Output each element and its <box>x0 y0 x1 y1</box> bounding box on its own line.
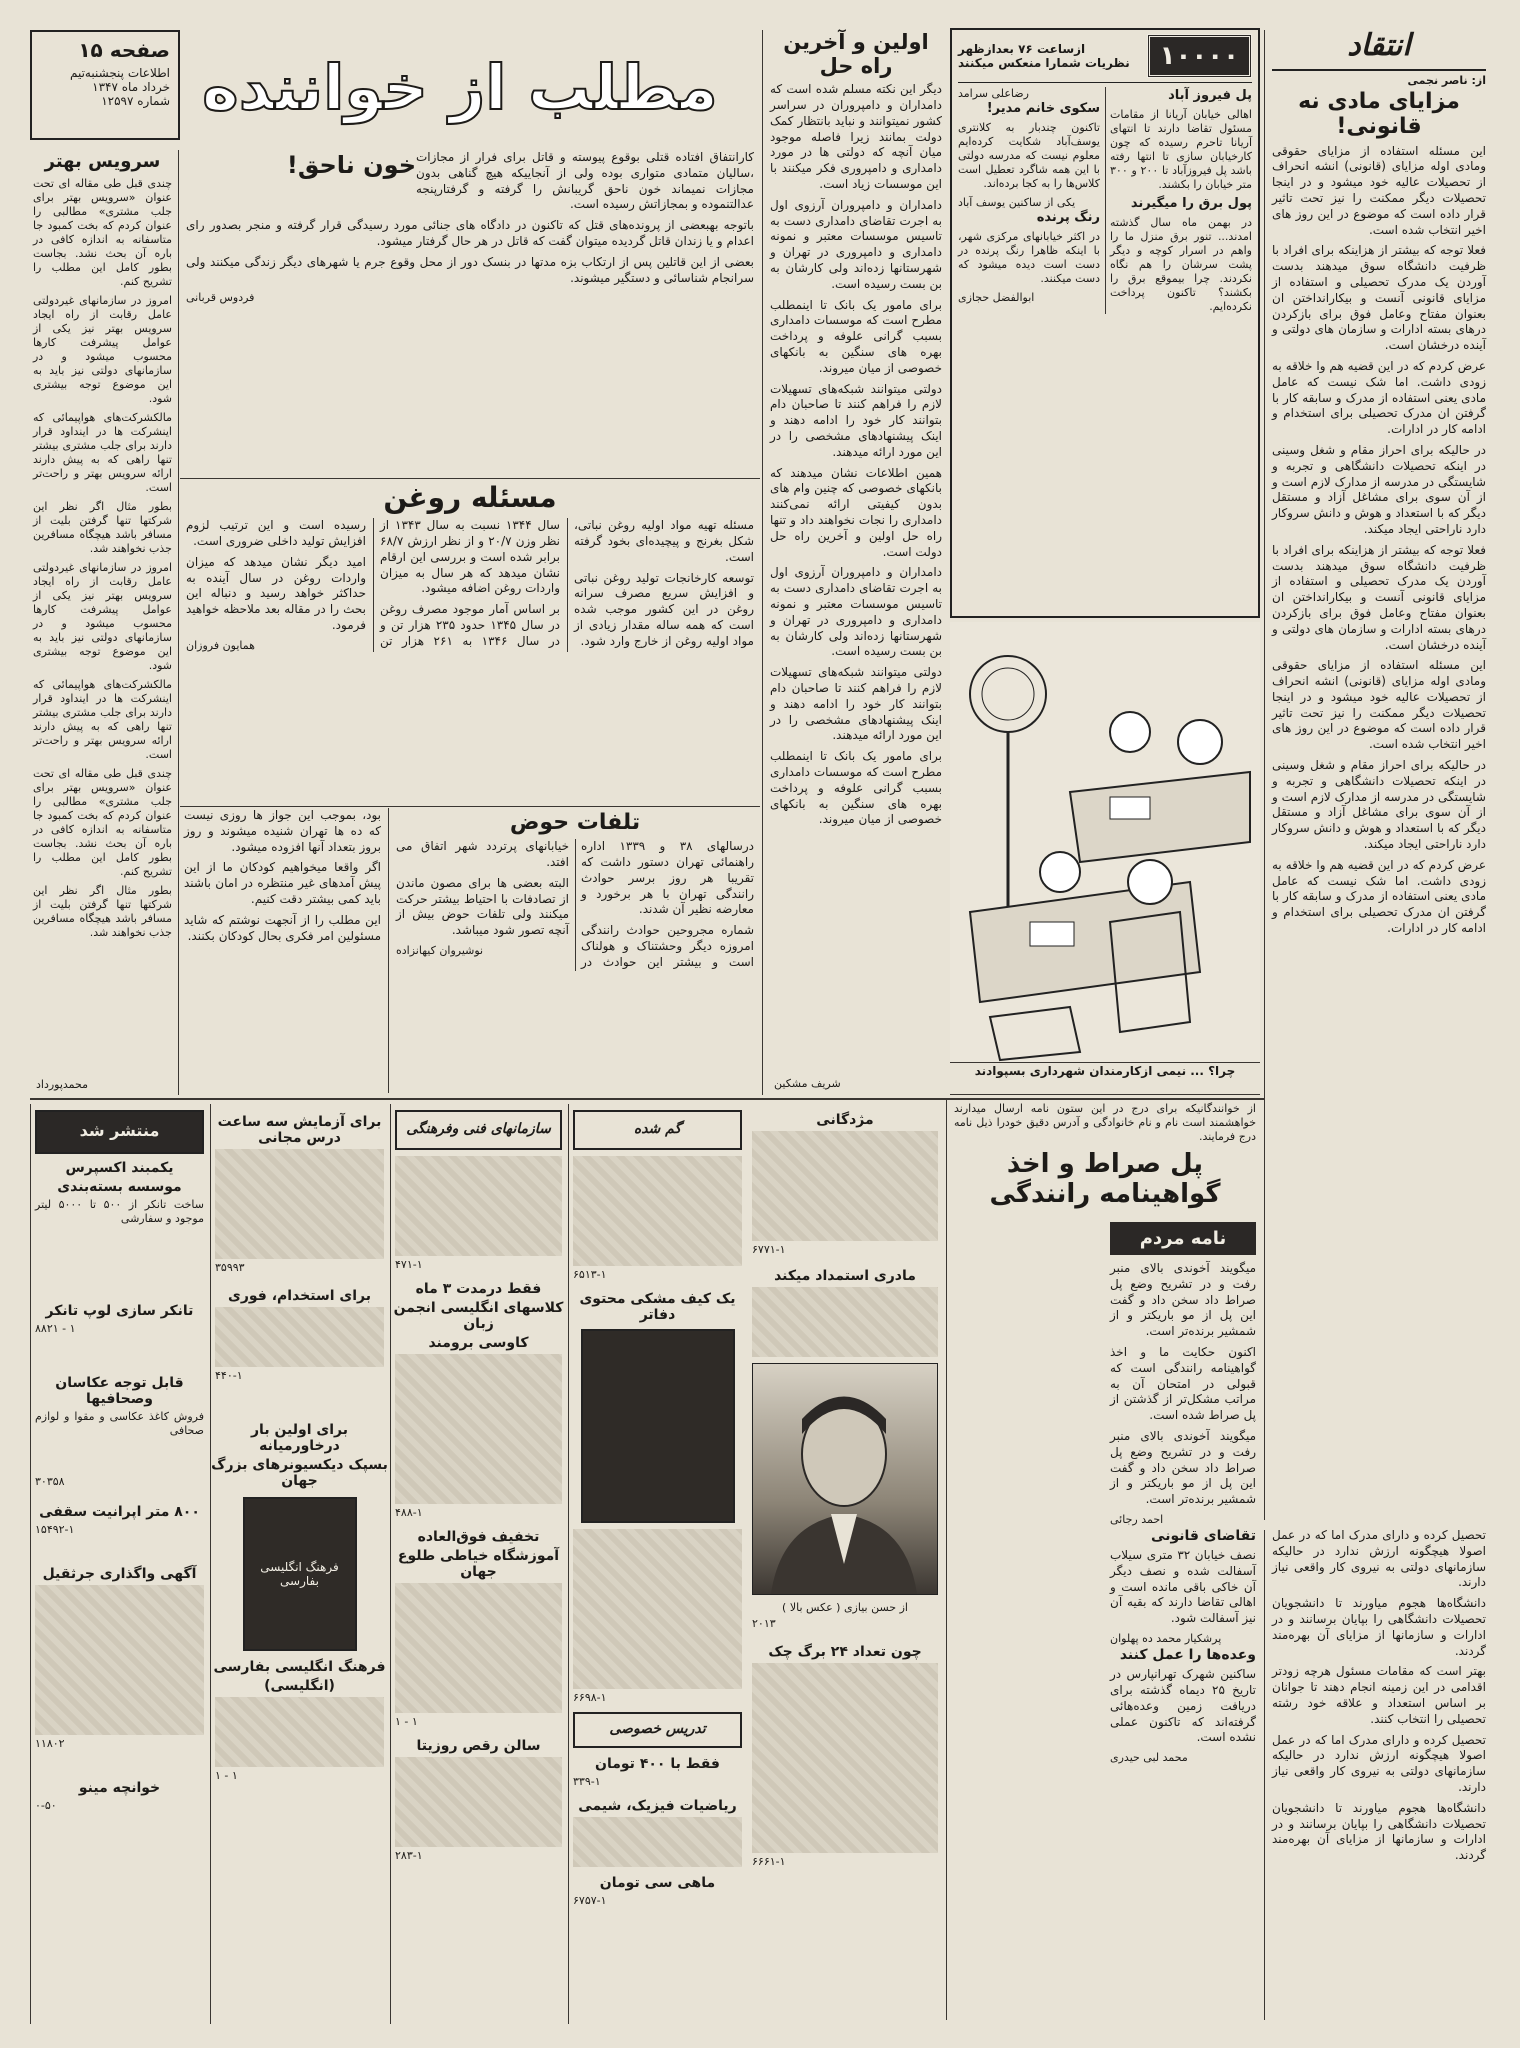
photo-caption: از حسن بیازی ( عکس بالا ) <box>782 1601 908 1614</box>
ad-title: چون تعداد ۲۴ برگ چک <box>768 1644 922 1660</box>
story-pol-heading: پل صراط و اخذ گواهینامه رانندگی <box>989 1149 1221 1209</box>
ad-text-placeholder <box>573 1817 742 1867</box>
ad-subtitle: موسسه بسته‌بندی <box>57 1179 182 1195</box>
ad-code: ۲۰۱۳ <box>752 1617 776 1630</box>
story-telefon-p3: البته بعضی ها برای مصون ماندن از تصادفات با احتیاط بیشتر حرکت میکنند ولی تلفات حوض بیش از آنچه تصور شود میباشد. <box>396 875 569 938</box>
notice-text: از خوانندگانیکه برای درج در این ستون نامه ارسال میدارند خواهشمند است نام و نام خانوادگی و آدرس دقیق خودرا ذیل نامه درج فرمایند. <box>954 1102 1256 1143</box>
ad-title: برای آزمایش سه ساعت درس مجانی <box>217 1114 382 1146</box>
story-roghan-p5: امید دیگر نشان میدهد که میزان واردات روغن در سال آینده به حداکثر خواهد رسید و دنباله این بحث را در مقاله بعد ملاحظه خواهید فرمود. <box>186 554 366 632</box>
page-label: صفحه ۱۵ <box>78 38 170 62</box>
classifieds <box>30 1104 942 2024</box>
ad-subtitle: (انگلیسی) <box>264 1678 335 1694</box>
story-pol-p3: نصف خیابان ۳۲ متری سیلاب آسفالت شده و نصف دیگر آن خاکی باقی مانده است و اهالی تقاضا دارند که بقیه آن نیز آسفالت شود. <box>1110 1548 1256 1626</box>
story-servis-p4: بطور مثال اگر نظر این شرکتها تنها گرفتن بلیت از مسافر باشد هیچگاه مسافرین جذب نخواهند شد. <box>33 499 172 555</box>
story-avalin-p4b: دولتی میتوانند شبکه‌های تسهیلات لازم را فراهم کنند تا صاحبان دام بتوانند کار خود را ادامه دهند و اینک پیشنهادهای مشخصی را در این مورد ارائه میدهند. <box>770 665 942 743</box>
column-rule <box>1264 1530 1265 2020</box>
portrait-photo <box>752 1363 938 1595</box>
entegad-p4b: عرض کردم که در این قضیه هم وا خلاقه به زودی داشت. اما شک نیست که عامل مادی یعنی استفاده از مدرک و سابقه کار با گرفتن ان مدرک تحصیلی برای استخدام و ادامه کار در ادارات. <box>1272 857 1486 936</box>
story-avalin-p4: دولتی میتوانند شبکه‌های تسهیلات لازم را فراهم کنند تا صاحبان دام بتوانند کار خود را ادامه دهند و اینک پیشنهادهای مشخصی را در این مورد ارائه میدهند. <box>770 381 942 459</box>
ads-col-5 <box>748 1104 942 2024</box>
ad-title: تخفیف فوق‌العاده <box>417 1529 540 1545</box>
story-bud-p3: این مطلب را از آنجهت نوشتم که شاید مسئولین امر فکری بحال کودکان بکنند. <box>184 912 381 943</box>
section-title-text: مطلب از خواننده <box>202 51 718 124</box>
story-servis <box>30 150 175 1095</box>
story-servis-p2c: بطور مثال اگر نظر این شرکتها تنها گرفتن بلیت از مسافر باشد هیچگاه مسافرین جذب نخواهند شد. <box>33 883 172 939</box>
entegad-p4: در حالیکه برای احراز مقام و شغل وسینی در اینکه تحصیلات دانشگاهی و تجربه و شایستگی در مدرسه از مدارک لازم است و از آن سوی برای مشاغل آزاد و مستقل دیگر که با استعداد و هوش و دانش سروکار دارد ناراحتی ایجاد میکند. <box>1272 442 1486 536</box>
ad-code: ۴۷۱-۱ <box>395 1258 423 1271</box>
ad-code: ۴۸۸-۱ <box>395 1506 423 1519</box>
story-bud-p2: اگر واقعا میخواهیم کودکان ما از این پیش آمدهای غیر منتظره در امان باشند باید کمی بیشتر دقت کنیم. <box>184 860 381 906</box>
story-avalin-p5: همین اطلاعات نشان میدهند که بانکهای خصوصی که چنین وام های بدون کیفیتی ارائه نمی‌کنند دامداری را نجات نخواهند داد و تنها راه حل اولین و آخرین راه حل دولت است. <box>770 465 942 559</box>
news-box-logo: ۱۰۰۰۰ <box>1147 34 1252 78</box>
ad-subtitle: بسپک دیکسیونرهای بزرگ جهان <box>211 1457 388 1489</box>
ad-title: یک کیف مشکی محتوی دفاتر <box>579 1291 736 1323</box>
ad-code: ۲۸۳-۱ <box>395 1849 423 1862</box>
section-rule <box>180 806 760 807</box>
ad-text-placeholder <box>395 1583 562 1713</box>
news-item-title-3: سکوی خانم مدیر! <box>986 101 1100 116</box>
cartoon-illustration <box>950 622 1260 1062</box>
story-telefon-p2: شماره مجروحین حوادث رانندگی امروزه دیگر وحشتناک و هولناک است و بیشتر این حوادث در خیابانهای پرتردد شهر اتفاق می افتد. <box>396 839 754 969</box>
ad-title: ماهی سی تومان <box>599 1875 716 1891</box>
ads-col-3 <box>390 1104 566 2024</box>
ad-text-placeholder <box>395 1156 562 1256</box>
news-item-signature-1: رضاعلی سرامد <box>958 87 1029 100</box>
portrait-silhouette <box>751 1364 937 1594</box>
ad-text: ساخت تانکر از ۵۰۰ تا ۵۰۰۰ لیتر موجود و سفارشی <box>35 1198 204 1225</box>
story-bud <box>180 808 385 1098</box>
story-roghan-signature: همایون فروزان <box>186 638 255 652</box>
ad-code: ۱ - ۱ <box>215 1769 238 1782</box>
news-item-text-3: تاکنون چندبار به کلانتری یوسف‌آباد شکایت کرده‌ایم معلوم نیست که مدرسه دولتی با این همه شاگرد تعطیل است کلاس‌ها را به کجا برده‌اند. <box>958 120 1100 190</box>
story-servis-p3b: مالکشرکت‌های هواپیمائی که اینشرکت ها در اینداود قرار دارند برای جلب مشتری بیشتر تنها راهی که به پیش دارند ارائه سرویس بهتر و راحت‌تر است. <box>33 677 172 761</box>
cartoon-caption: چرا؟ ... نیمی ازکارمندان شهرداری بسپوادند <box>974 1064 1236 1078</box>
story-edari-p1: تحصیل کرده و دارای مدرک اما که در عمل اصولا هیچگونه ارزش ندارد در حالیکه سازمانهای دولتی به نیروی کار واقعی نیاز دارند. <box>1272 1528 1486 1590</box>
ad-text-placeholder <box>395 1757 562 1847</box>
ad-title: یکمبند اکسپرس <box>65 1160 174 1176</box>
ad-text-placeholder <box>752 1663 938 1853</box>
ad-code: ۶۷۵۷-۱ <box>573 1894 607 1907</box>
ad-title: قابل توجه عکاسان وصحافیها <box>55 1375 184 1407</box>
story-entegad <box>1268 28 1490 1528</box>
ad-code: ۶۵۱۳-۱ <box>573 1268 607 1281</box>
story-pol-signature-3: محمد لبی حیدری <box>1110 1751 1188 1765</box>
ad-text-placeholder <box>752 1287 938 1357</box>
story-telefon-p1: درسالهای ۳۸ و ۱۳۳۹ اداره راهنمائی تهران دستور داشت که تقریبا هر روز برسر حوادث رانندگی تهران با هر برخورد و معارضه نظیر آن شدند. <box>581 839 754 917</box>
ad-title: فقط درمدت ۳ ماه <box>415 1281 542 1297</box>
story-servis-p1: چندی قبل طی مقاله ای تحت عنوان «سرویس بهتر برای جلب مشتری» مطالبی را عنوان کردم که بخت کمبود جا متاسفانه به اندازه کافی در باره آن بحث نشد. بجاست بطور کامل این مطلب را تشریح کنم. <box>33 176 172 288</box>
ad-code: ۴۴۰-۱ <box>215 1369 243 1382</box>
story-pol-signature-2: پرشکیار محمد ده پهلوان <box>1110 1632 1222 1646</box>
story-roghan-title: مسئله روغن <box>383 481 557 514</box>
story-edari-p2: دانشگاه‌ها هجوم میاورند تا دانشجویان تحصیلات دانشگاهی را بپایان برسانند و در ادارات و سازمانها از مزایای آن بهره‌مند گردند. <box>1272 1596 1486 1658</box>
book-cover-label: فرهنگ انگلیسی بفارسی <box>260 1560 339 1588</box>
story-edari-p1b: تحصیل کرده و دارای مدرک اما که در عمل اصولا هیچگونه ارزش ندارد در حالیکه سازمانهای دولتی به نیروی کار واقعی نیاز دارند. <box>1272 1732 1486 1794</box>
cartoon-book <box>581 1329 735 1523</box>
ad-box <box>35 1110 204 1154</box>
page-info-box <box>30 30 180 140</box>
ad-title: گم شده <box>633 1121 682 1137</box>
story-avalin-p2: دامداران و دامپروران آرزوی اول به اجرت تقاضای دامداری دست به تاسیس موسسات معتبر و نمونه دامداری و دامپروری در تهران و شهرستانها زده‌اند ولی کارشان به بن بست رسیده است. <box>770 197 942 291</box>
ad-code: ۰-۵۰ <box>35 1799 57 1812</box>
ad-title: خوانچه مینو <box>78 1780 161 1796</box>
column-rule <box>762 30 763 1095</box>
ad-title: سالن رقص روزیتا <box>416 1738 541 1754</box>
ad-title: آگهی واگذاری جرثقیل <box>42 1566 197 1582</box>
story-khun-p1: کارانتفاق افتاده قتلی بوقوع پیوسته و قاتل برای فرار از مجازات ،سالیان متمادی متواری بوده ولی از آنجاییکه هیچ گناهی بدون مجازات نمیماند خون ناحق گریبانش را گرفته و گرفتارپنجه عدالتنموده و بمجازاتش رسیده است. <box>416 150 754 212</box>
ad-title: مژدگانی <box>816 1112 874 1128</box>
story-pol-p2: اکنون حکایت ما و اخذ گواهینامه رانندگی است که قبولی در امتحان آن به مراتب مشکل‌تر از گذشتن از پل صراط شده است. <box>1110 1344 1256 1423</box>
date-line: خرداد ماه ۱۳۴۷ <box>92 80 170 94</box>
section-rule <box>950 1062 1260 1063</box>
news-item-title-4: رنگ پرنده <box>1036 209 1100 225</box>
news-box-line1: ازساعت ۷۶ بعدازظهر <box>958 42 1086 56</box>
story-khun-p2: باتوجه بهبعضی از پرونده‌های قتل که تاکنون در دادگاه های جنائی مورد رسیدگی قرار گرفته و منجر بصدور رای اعدام و یا زندان قاتل گردیده میتوان گفت که قاتل در هر حال گرفتار میشود. <box>186 218 754 248</box>
story-khun-title: خون ناحق! <box>286 151 416 179</box>
story-khun <box>180 150 760 480</box>
ad-title: تدریس خصوصی <box>609 1721 706 1737</box>
ad-code: ۱۵۴۹۲-۱ <box>35 1523 75 1536</box>
news-item-title-2: پول برق را میگیرند <box>1130 195 1252 211</box>
story-roghan-p1: مسئله تهیه مواد اولیه روغن نباتی، شکل بغرنج و پیچیده‌ای بخود گرفته است. <box>574 518 754 564</box>
news-item-signature-3: ابوالفضل حجازی <box>958 290 1035 304</box>
entegad-p3: عرض کردم که در این قضیه هم وا خلاقه به زودی داشت. اما شک نیست که عامل مادی یعنی استفاده از مدرک و سابقه کار با گرفتن ان مدرک تحصیلی برای استخدام و ادامه کار در ادارات. <box>1272 358 1486 437</box>
news-box-header <box>958 34 1252 83</box>
ad-code: ۶۶۹۸-۱ <box>573 1691 607 1704</box>
ad-code: ۶۶۶۱-۱ <box>752 1855 786 1868</box>
story-pol-title <box>950 1148 1260 1218</box>
news-item-title-1: پل فیروز آباد <box>1168 88 1252 103</box>
ad-title: ریاضیات فیزیک، شیمی <box>578 1798 737 1814</box>
column-rule <box>178 150 179 1095</box>
story-telefon <box>390 808 760 1098</box>
issue-line: شماره ۱۲۵۹۷ <box>101 94 170 108</box>
ad-box <box>573 1110 742 1150</box>
story-telefon-signature: نوشیروان کیهانزاده <box>396 944 484 958</box>
story-avalin-p1: دیگر این نکته مسلم شده است که دامداران و دامپروران در سراسر کشور نمیتوانند و نباید بانتظار کمک دولت بمانند زیرا فاصله موجود میان آنچه که دولتی ها در مورد دامداری و دامپروری فکر میکنند با این موسسات زیاد است. <box>770 82 942 192</box>
entegad-p3b: در حالیکه برای احراز مقام و شغل وسینی در اینکه تحصیلات دانشگاهی و تجربه و شایستگی در مدرسه از مدارک لازم است و از آن سوی برای مشاغل آزاد و مستقل دیگر که با استعداد و هوش و دانش سروکار دارد ناراحتی ایجاد میکند. <box>1272 758 1486 852</box>
story-servis-p3: مالکشرکت‌های هواپیمائی که اینشرکت ها در اینداود قرار دارند برای جلب مشتری بیشتر تنها راهی که به پیش دارند ارائه سرویس بهتر و راحت‌تر است. <box>33 410 172 494</box>
cartoon-caption-wrap <box>950 1064 1260 1090</box>
ad-text-placeholder <box>35 1585 204 1735</box>
story-roghan-p2: توسعه کارخانجات تولید روغن نباتی و افزایش سریع مصرف سرانه روغن در این کشور موجب شده است که همه ساله مقدار زیادی از مواد اولیه روغن از خارج وارد شود. <box>574 570 754 648</box>
ad-box <box>573 1712 742 1748</box>
story-roghan-p3: سال ۱۳۴۴ نسبت به سال ۱۳۴۳ از نظر وزن ۲۰/۷ و از نظر ارزش ۶۸/۷ برابر شده است و بررسی این ارقام نشان میدهد که هر سال به میزان واردات روغن اضافه میشود. <box>380 518 561 596</box>
ad-subtitle: آموزشگاه خیاطی طلوع جهان <box>397 1548 560 1580</box>
column-rule <box>946 1100 947 2020</box>
entegad-title: مزایای مادی نه قانونی! <box>1298 89 1460 140</box>
cartoon <box>950 622 1260 1062</box>
entegad-author: از: ناصر نجمی <box>1407 74 1486 87</box>
book-cover <box>243 1497 357 1651</box>
ad-code: ۱۱۸۰۲ <box>35 1737 65 1750</box>
ad-title: مادری استمداد میکند <box>774 1268 916 1284</box>
ad-title: منتشر شد <box>79 1121 160 1140</box>
section-title <box>190 28 730 148</box>
entegad-p2b: این مسئله استفاده از مزایای حقوقی ومادی اوله مزایای (قانونی) انشه انحراف از تحصیلات عالیه خود میشود و در اینجا تحصیلات دیگر ممکنت را نیز تحت تاثیر قرار داده است که موضوع در این روز های اخیر انتخاب شده است. <box>1272 658 1486 752</box>
story-edari-p3: بهتر است که مقامات مسئول هرچه زودتر اقدامی در این زمینه انجام دهند تا جوانان بر اساس استعداد و علاقه خود رشته تحصیلی را انتخاب کنند. <box>1272 1664 1486 1726</box>
news-item-text-1: اهالی خیابان آریانا از مقامات مسئول تقاضا دارند تا انتهای آریانا تاحرم رسیده که چون کارخیابان سازی تا انتها رفته باشد پل فیروزآباد تا ۲۰۰ و ۳۰۰ متر خیابان را بکشند. <box>1110 107 1252 191</box>
ad-title: برای اولین بار درخاورمیانه <box>251 1422 348 1454</box>
story-roghan <box>180 480 760 805</box>
story-pol-badge: نامه مردم <box>1110 1222 1256 1255</box>
story-avalin-p3: برای مامور یک بانک تا اینمطلب مطرح است که موسسات دامداری بسبب گرانی علوفه و پرداخت بهره های سنگین به بانکهای خصوصی از میان میروند. <box>770 297 942 375</box>
ad-code: ۳۳۹-۱ <box>573 1775 601 1788</box>
story-pol-p1b: میگویند آخوندی بالای منبر رفت و در تشریح وضع پل صراط داد سخن داد و گفت این پل از مو باریکتر و از شمشیر برنده‌تر است. <box>1110 1428 1256 1507</box>
story-servis-p1b: امروز در سازمانهای غیردولتی عامل رقابت از راه ایجاد سرویس بهتر نیز یکی از عوامل پیشرفت کارها محسوب میشود و در سازمانهای دولتی نیز باید به این موضوع توجه بیشتری شود. <box>33 560 172 672</box>
ads-col-2 <box>210 1104 388 2024</box>
ad-subtitle: کلاسهای انگلیسی انجمن زبان <box>393 1300 564 1332</box>
ad-text: فروش کاغذ عکاسی و مقوا و لوازم صحافی <box>35 1410 204 1437</box>
story-edari <box>1268 1528 1490 2022</box>
section-rule <box>180 478 760 479</box>
ad-box <box>395 1110 562 1150</box>
story-servis-signature: محمدپورداد <box>36 1078 89 1091</box>
story-servis-title: سرویس بهتر <box>44 151 161 172</box>
story-bud-p1: بود، بموجب این جواز ها روزی نیست که ده ها تهران شنیده میشوند و روز بروز بتعداد آنها افزوده میشود. <box>184 808 381 854</box>
news-box <box>950 28 1260 618</box>
story-avalin-title: اولین و آخرین راه حل <box>783 30 929 79</box>
news-item-signature-2: یکی از ساکنین یوسف آباد <box>958 195 1076 209</box>
story-khun-p3: بعضی از این قاتلین پس از ارتکاب بزه مدتها در بنسک دور از محل وقوع جرم یا شهرهای دیگر زندگی میکنند ولی سرانجام شناسائی و دستگیر میشوند. <box>186 254 754 285</box>
ad-text-placeholder <box>573 1529 742 1689</box>
story-pol-h2: تقاضای قانونی <box>1151 1527 1256 1544</box>
ad-title: برای استخدام، فوری <box>227 1288 371 1304</box>
ad-code: ۶۷۷۱-۱ <box>752 1243 786 1256</box>
ad-title: فرهنگ انگلیسی بفارسی <box>213 1659 386 1675</box>
ads-col-1 <box>30 1104 208 2024</box>
ad-text-placeholder <box>752 1131 938 1241</box>
news-item-text-4: در اکثر خیابانهای مرکزی شهر، با اینکه ظاهرا رنگ پرنده در دست است دیده میشود که دست میکنند. <box>958 229 1100 285</box>
news-item-text-2: در بهمن ماه سال گذشته امدند... تنور برق منزل ما را واهم در اسرار کوچه و دیگر پشت سرشان را هم نگاه نکردند. چرا بیموقع برق را بکشند؟ تاکنون پرداخت نکرده‌ایم. <box>1110 215 1252 313</box>
notice <box>950 1100 1260 1146</box>
ad-title: تانکر سازی لوپ تانکر <box>45 1303 194 1319</box>
story-servis-p2: امروز در سازمانهای غیردولتی عامل رقابت از راه ایجاد سرویس بهتر نیز یکی از عوامل پیشرفت کارها محسوب میشود و در سازمانهای دولتی نیز باید به این موضوع توجه بیشتری شود. <box>33 293 172 405</box>
story-avalin <box>766 28 946 1096</box>
story-pol-signature: احمد رجائی <box>1110 1512 1164 1526</box>
news-box-line2: نظریات شمارا منعکس میکنند <box>958 56 1130 70</box>
column-rule <box>1264 30 1265 1520</box>
ads-col-4 <box>568 1104 746 2024</box>
column-rule <box>388 808 389 1093</box>
ad-text-placeholder <box>215 1307 384 1367</box>
entegad-p2: فعلا توجه که بیشتر از هزاینکه برای افراد با ظرفیت دانشگاه سوق میدهند بدست آوردن یک مدرک تحصیلی و استفاده از مزایای قانونی آنست و بیکارانداختن ان بعنوان مفتاح وعامل فوق برای بازکردن درهای بسته ادارات و سازمان های دولتی و آینده درخشان است. <box>1272 243 1486 353</box>
story-roghan-p4: بر اساس آمار موجود مصرف روغن در سال ۱۳۴۵ حدود ۲۳۵ هزار تن و در سال ۱۳۴۶ به ۲۶۱ هزار تن رسیده است و این ترتیب لزوم افزایش تولید داخلی ضروری است. <box>186 518 561 648</box>
ad-text-placeholder <box>215 1149 384 1259</box>
story-pol-p4: ساکنین شهرک تهرانپارس در تاریخ ۲۵ دیماه گذشته برای دریافت زمین وعده‌هائی گرفته‌اند که تاکنون عملی نشده است. <box>1110 1667 1256 1745</box>
ad-code: ۱ - ۱ <box>395 1715 418 1728</box>
story-avalin-signature: شریف مشکین <box>774 1077 841 1090</box>
story-pol <box>950 1222 1260 2022</box>
paper-line: اطلاعات پنجشنبه‌تیم <box>69 66 170 80</box>
story-khun-signature: فردوس قربانی <box>186 291 255 305</box>
entegad-p1: این مسئله استفاده از مزایای حقوقی ومادی اوله مزایای (قانونی) انشه انحراف از تحصیلات عالیه خود میشود و در اینجا تحصیلات دیگر ممکنت را نیز تحت تاثیر قرار داده است که موضوع در این روز های اخیر انتخاب شده است. <box>1272 143 1486 237</box>
story-pol-h3: وعده‌ها را عمل کنند <box>1119 1647 1256 1664</box>
ad-text-placeholder <box>395 1354 562 1504</box>
ad-title: ۸۰۰ متر اپرانیت سقفی <box>39 1504 200 1520</box>
ad-title: فقط با ۴۰۰ تومان <box>595 1756 720 1772</box>
ad-title: سازمانهای فنی وفرهنگی <box>406 1121 551 1137</box>
ad-text-placeholder <box>573 1156 742 1266</box>
section-rule <box>950 1094 1260 1095</box>
entegad-p1b: فعلا توجه که بیشتر از هزاینکه برای افراد با ظرفیت دانشگاه سوق میدهند بدست آوردن یک مدرک تحصیلی و استفاده از مزایای قانونی آنست و بیکارانداختن ان بعنوان مفتاح وعامل فوق برای بازکردن درهای بسته ادارات و سازمان های دولتی و آینده درخشان است. <box>1272 542 1486 652</box>
ad-code: ۳۰۳۵۸ <box>35 1475 65 1488</box>
story-telefon-title: تلفات حوض <box>509 810 641 835</box>
ad-code: ۳۵۹۹۳ <box>215 1261 245 1274</box>
story-pol-p1: میگویند آخوندی بالای منبر رفت و در تشریح وضع پل صراط داد سخن داد و گفت این پل از مو باریکتر و از شمشیر برنده‌تر است. <box>1110 1261 1256 1339</box>
ad-code: ۱ - ۸۸۲۱ <box>35 1322 76 1335</box>
story-avalin-p2b: دامداران و دامپروران آرزوی اول به اجرت تقاضای دامداری دست به تاسیس موسسات معتبر و نمونه دامداری و دامپروری در تهران و شهرستانها زده‌اند ولی کارشان به بن بست رسیده است. <box>770 565 942 659</box>
ad-title: کاوسی برومند <box>428 1335 529 1351</box>
ad-text-placeholder <box>215 1697 384 1767</box>
story-servis-p4b: چندی قبل طی مقاله ای تحت عنوان «سرویس بهتر برای جلب مشتری» مطالبی را عنوان کردم که بخت کمبود جا متاسفانه به اندازه کافی در باره آن بحث نشد. بجاست بطور کامل این مطلب را تشریح کنم. <box>33 766 172 878</box>
story-avalin-p3b: برای مامور یک بانک تا اینمطلب مطرح است که موسسات دامداری بسبب گرانی علوفه و پرداخت بهره های سنگین به بانکهای خصوصی از میان میروند. <box>770 749 942 827</box>
story-edari-p2b: دانشگاه‌ها هجوم میاورند تا دانشجویان تحصیلات دانشگاهی را بپایان برسانند و در ادارات و سازمانها از مزایای آن بهره‌مند گردند. <box>1272 1800 1486 1863</box>
entegad-badge: انتقاد <box>1272 28 1486 71</box>
